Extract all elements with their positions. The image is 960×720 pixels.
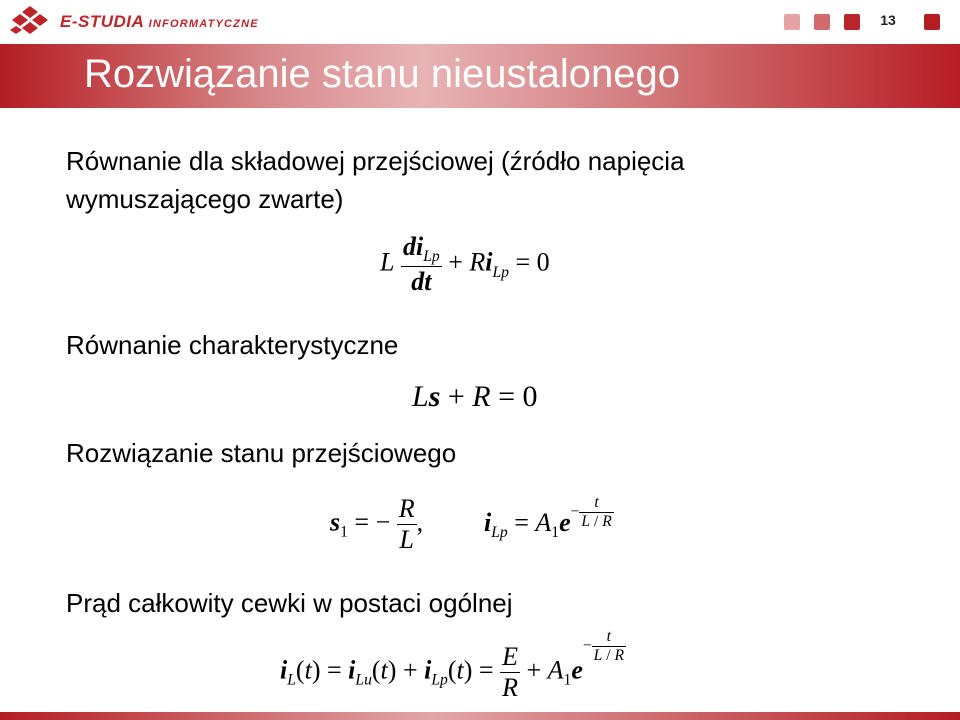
section-3-text: Rozwiązanie stanu przejściowego <box>66 438 457 468</box>
section-2-text: Równanie charakterystyczne <box>66 330 399 360</box>
section-1-line-2: wymuszającego zwarte) <box>66 184 344 214</box>
e-studia-logo-icon <box>10 4 50 40</box>
equation-2: Ls + R = 0 <box>412 380 538 413</box>
equation-3b: $i_{Lp} = A_1e-$ $\frac{t}{L / R}$ <box>484 494 612 542</box>
slide-title: Rozwiązanie stanu nieustalonego <box>84 52 680 96</box>
brand-main: E-STUDIA <box>60 12 145 31</box>
nav-square-4[interactable] <box>924 14 940 30</box>
section-1-text <box>66 142 685 218</box>
section-4-text: Prąd całkowity cewki w postaci ogólnej <box>66 588 513 618</box>
equation-3a: $s_1$ = − $\frac{R}{L}$ , <box>330 494 424 554</box>
page-number: 13 <box>880 12 896 28</box>
bottom-bar <box>0 712 960 720</box>
nav-square-1[interactable] <box>784 14 800 30</box>
equation-1: L $\frac{di_{Lp}}{dt}$ + $Ri_{Lp} = 0$ <box>380 232 550 297</box>
section-1-line-1: Równanie dla składowej przejściowej (źródło napięcia <box>66 146 685 176</box>
brand-name <box>60 12 259 32</box>
brand-sub: INFORMATYCZNE <box>148 18 259 30</box>
nav-square-2[interactable] <box>814 14 830 30</box>
equation-4: $i_L(t) = i_{Lu}(t) + i_{Lp}(t)$ = $\frac{E}{R}$ + $A_1e-$ $\frac{t}{L / R}$ <box>280 628 625 702</box>
nav-square-3[interactable] <box>844 14 860 30</box>
